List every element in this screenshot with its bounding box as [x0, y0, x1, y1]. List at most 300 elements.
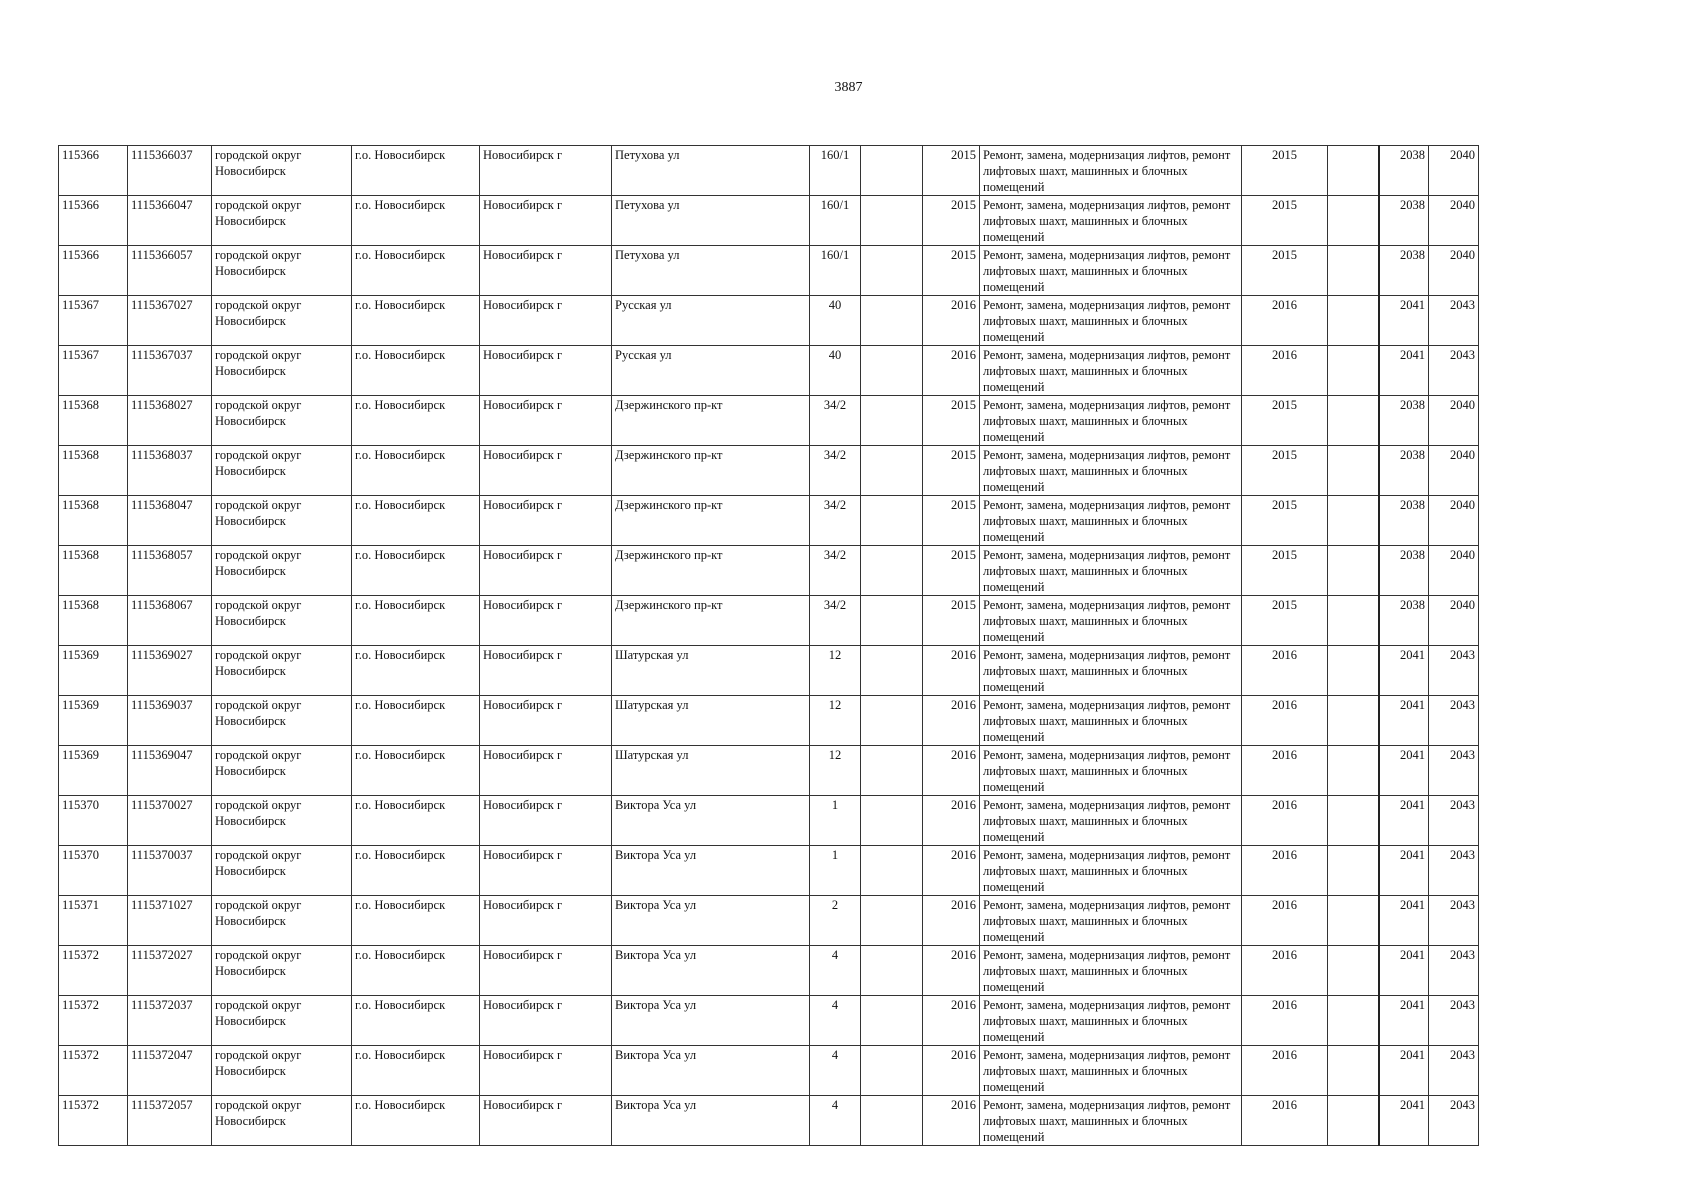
final-year-cell: 2043 — [1429, 1096, 1479, 1146]
planned-year-cell: 2015 — [1242, 596, 1328, 646]
row-id-cell: 115371 — [59, 896, 128, 946]
planned-year-cell: 2015 — [1242, 196, 1328, 246]
planned-year-cell: 2016 — [1242, 846, 1328, 896]
work-type-cell: Ремонт, замена, модернизация лифтов, ремонт лифтовых шахт, машинных и блочных помещений — [980, 146, 1242, 196]
page-number: 3887 — [834, 80, 863, 95]
row-id-cell: 115369 — [59, 646, 128, 696]
table-row — [59, 696, 1479, 746]
table-row — [59, 146, 1479, 196]
next-year-cell: 2041 — [1379, 346, 1429, 396]
planned-year-cell: 2016 — [1242, 696, 1328, 746]
next-year-cell: 2038 — [1379, 546, 1429, 596]
table-row — [59, 596, 1479, 646]
registry-table — [58, 145, 1479, 1146]
house-number-cell: 40 — [810, 346, 861, 396]
work-type-cell: Ремонт, замена, модернизация лифтов, ремонт лифтовых шахт, машинных и блочных помещений — [980, 746, 1242, 796]
empty-cell — [861, 346, 923, 396]
row-id-cell: 115367 — [59, 296, 128, 346]
work-type-cell: Ремонт, замена, модернизация лифтов, ремонт лифтовых шахт, машинных и блочных помещений — [980, 196, 1242, 246]
house-number-cell: 12 — [810, 646, 861, 696]
work-type-cell: Ремонт, замена, модернизация лифтов, ремонт лифтовых шахт, машинных и блочных помещений — [980, 1096, 1242, 1146]
planned-year-cell: 2016 — [1242, 646, 1328, 696]
row-id-cell: 115372 — [59, 1046, 128, 1096]
house-number-cell: 160/1 — [810, 196, 861, 246]
table-row — [59, 396, 1479, 446]
planned-year-cell: 2015 — [1242, 546, 1328, 596]
empty-cell — [1328, 446, 1379, 496]
house-number-cell: 4 — [810, 996, 861, 1046]
empty-cell — [861, 146, 923, 196]
municipality-cell: г.о. Новосибирск — [352, 796, 480, 846]
row-code-cell: 1115371027 — [128, 896, 212, 946]
locality-cell: Новосибирск г — [480, 196, 612, 246]
row-id-cell: 115366 — [59, 196, 128, 246]
district-cell: городской округ Новосибирск — [212, 646, 352, 696]
locality-cell: Новосибирск г — [480, 596, 612, 646]
house-number-cell: 160/1 — [810, 146, 861, 196]
district-cell: городской округ Новосибирск — [212, 196, 352, 246]
empty-cell — [1328, 846, 1379, 896]
work-type-cell: Ремонт, замена, модернизация лифтов, ремонт лифтовых шахт, машинных и блочных помещений — [980, 646, 1242, 696]
row-id-cell: 115366 — [59, 246, 128, 296]
empty-cell — [861, 646, 923, 696]
house-number-cell: 12 — [810, 746, 861, 796]
planned-year-cell: 2016 — [1242, 996, 1328, 1046]
planned-year-cell: 2015 — [1242, 246, 1328, 296]
empty-cell — [861, 946, 923, 996]
work-type-cell: Ремонт, замена, модернизация лифтов, ремонт лифтовых шахт, машинных и блочных помещений — [980, 296, 1242, 346]
street-cell: Виктора Уса ул — [612, 1046, 810, 1096]
next-year-cell: 2041 — [1379, 746, 1429, 796]
municipality-cell: г.о. Новосибирск — [352, 446, 480, 496]
table-row — [59, 1096, 1479, 1146]
empty-cell — [1328, 1046, 1379, 1096]
district-cell: городской округ Новосибирск — [212, 1046, 352, 1096]
empty-cell — [861, 296, 923, 346]
year-cell: 2015 — [923, 496, 980, 546]
year-cell: 2016 — [923, 846, 980, 896]
empty-cell — [1328, 396, 1379, 446]
next-year-cell: 2041 — [1379, 896, 1429, 946]
locality-cell: Новосибирск г — [480, 446, 612, 496]
street-cell: Петухова ул — [612, 246, 810, 296]
year-cell: 2016 — [923, 946, 980, 996]
house-number-cell: 34/2 — [810, 546, 861, 596]
empty-cell — [861, 246, 923, 296]
empty-cell — [1328, 196, 1379, 246]
street-cell: Русская ул — [612, 346, 810, 396]
final-year-cell: 2043 — [1429, 646, 1479, 696]
district-cell: городской округ Новосибирск — [212, 246, 352, 296]
row-id-cell: 115368 — [59, 546, 128, 596]
street-cell: Шатурская ул — [612, 646, 810, 696]
municipality-cell: г.о. Новосибирск — [352, 396, 480, 446]
final-year-cell: 2043 — [1429, 946, 1479, 996]
work-type-cell: Ремонт, замена, модернизация лифтов, ремонт лифтовых шахт, машинных и блочных помещений — [980, 896, 1242, 946]
house-number-cell: 4 — [810, 1096, 861, 1146]
planned-year-cell: 2016 — [1242, 1046, 1328, 1096]
table-row — [59, 946, 1479, 996]
locality-cell: Новосибирск г — [480, 546, 612, 596]
final-year-cell: 2040 — [1429, 196, 1479, 246]
locality-cell: Новосибирск г — [480, 246, 612, 296]
row-id-cell: 115368 — [59, 496, 128, 546]
empty-cell — [861, 746, 923, 796]
row-code-cell: 1115369047 — [128, 746, 212, 796]
table-row — [59, 496, 1479, 546]
planned-year-cell: 2016 — [1242, 1096, 1328, 1146]
municipality-cell: г.о. Новосибирск — [352, 946, 480, 996]
planned-year-cell: 2015 — [1242, 396, 1328, 446]
locality-cell: Новосибирск г — [480, 646, 612, 696]
final-year-cell: 2043 — [1429, 1046, 1479, 1096]
table-row — [59, 1046, 1479, 1096]
street-cell: Виктора Уса ул — [612, 1096, 810, 1146]
planned-year-cell: 2016 — [1242, 896, 1328, 946]
year-cell: 2016 — [923, 1096, 980, 1146]
empty-cell — [1328, 1096, 1379, 1146]
empty-cell — [861, 446, 923, 496]
work-type-cell: Ремонт, замена, модернизация лифтов, ремонт лифтовых шахт, машинных и блочных помещений — [980, 796, 1242, 846]
locality-cell: Новосибирск г — [480, 796, 612, 846]
year-cell: 2016 — [923, 346, 980, 396]
year-cell: 2016 — [923, 296, 980, 346]
row-id-cell: 115366 — [59, 146, 128, 196]
planned-year-cell: 2016 — [1242, 346, 1328, 396]
house-number-cell: 34/2 — [810, 596, 861, 646]
year-cell: 2015 — [923, 246, 980, 296]
year-cell: 2015 — [923, 146, 980, 196]
district-cell: городской округ Новосибирск — [212, 296, 352, 346]
district-cell: городской округ Новосибирск — [212, 496, 352, 546]
work-type-cell: Ремонт, замена, модернизация лифтов, ремонт лифтовых шахт, машинных и блочных помещений — [980, 846, 1242, 896]
district-cell: городской округ Новосибирск — [212, 346, 352, 396]
row-id-cell: 115368 — [59, 446, 128, 496]
row-id-cell: 115370 — [59, 796, 128, 846]
final-year-cell: 2043 — [1429, 796, 1479, 846]
table-row — [59, 246, 1479, 296]
municipality-cell: г.о. Новосибирск — [352, 696, 480, 746]
work-type-cell: Ремонт, замена, модернизация лифтов, ремонт лифтовых шахт, машинных и блочных помещений — [980, 996, 1242, 1046]
empty-cell — [861, 896, 923, 946]
row-code-cell: 1115370037 — [128, 846, 212, 896]
year-cell: 2015 — [923, 196, 980, 246]
final-year-cell: 2040 — [1429, 146, 1479, 196]
year-cell: 2016 — [923, 796, 980, 846]
street-cell: Виктора Уса ул — [612, 896, 810, 946]
district-cell: городской округ Новосибирск — [212, 846, 352, 896]
next-year-cell: 2038 — [1379, 396, 1429, 446]
street-cell: Виктора Уса ул — [612, 996, 810, 1046]
row-code-cell: 1115372027 — [128, 946, 212, 996]
final-year-cell: 2043 — [1429, 696, 1479, 746]
municipality-cell: г.о. Новосибирск — [352, 346, 480, 396]
locality-cell: Новосибирск г — [480, 1096, 612, 1146]
planned-year-cell: 2016 — [1242, 296, 1328, 346]
house-number-cell: 160/1 — [810, 246, 861, 296]
empty-cell — [1328, 896, 1379, 946]
district-cell: городской округ Новосибирск — [212, 996, 352, 1046]
locality-cell: Новосибирск г — [480, 746, 612, 796]
municipality-cell: г.о. Новосибирск — [352, 296, 480, 346]
planned-year-cell: 2015 — [1242, 496, 1328, 546]
empty-cell — [1328, 796, 1379, 846]
table-row — [59, 346, 1479, 396]
empty-cell — [1328, 296, 1379, 346]
empty-cell — [861, 396, 923, 446]
planned-year-cell: 2016 — [1242, 746, 1328, 796]
row-id-cell: 115372 — [59, 1096, 128, 1146]
empty-cell — [861, 1046, 923, 1096]
work-type-cell: Ремонт, замена, модернизация лифтов, ремонт лифтовых шахт, машинных и блочных помещений — [980, 396, 1242, 446]
empty-cell — [861, 596, 923, 646]
next-year-cell: 2038 — [1379, 146, 1429, 196]
house-number-cell: 34/2 — [810, 446, 861, 496]
district-cell: городской округ Новосибирск — [212, 796, 352, 846]
locality-cell: Новосибирск г — [480, 946, 612, 996]
work-type-cell: Ремонт, замена, модернизация лифтов, ремонт лифтовых шахт, машинных и блочных помещений — [980, 346, 1242, 396]
district-cell: городской округ Новосибирск — [212, 596, 352, 646]
street-cell: Петухова ул — [612, 146, 810, 196]
street-cell: Дзержинского пр-кт — [612, 446, 810, 496]
year-cell: 2016 — [923, 646, 980, 696]
row-id-cell: 115369 — [59, 696, 128, 746]
locality-cell: Новосибирск г — [480, 496, 612, 546]
table-row — [59, 296, 1479, 346]
year-cell: 2016 — [923, 996, 980, 1046]
work-type-cell: Ремонт, замена, модернизация лифтов, ремонт лифтовых шахт, машинных и блочных помещений — [980, 1046, 1242, 1096]
municipality-cell: г.о. Новосибирск — [352, 746, 480, 796]
year-cell: 2015 — [923, 546, 980, 596]
street-cell: Петухова ул — [612, 196, 810, 246]
table-row — [59, 546, 1479, 596]
row-id-cell: 115368 — [59, 396, 128, 446]
street-cell: Дзержинского пр-кт — [612, 546, 810, 596]
row-code-cell: 1115369037 — [128, 696, 212, 746]
municipality-cell: г.о. Новосибирск — [352, 646, 480, 696]
empty-cell — [1328, 646, 1379, 696]
table-row — [59, 646, 1479, 696]
empty-cell — [861, 196, 923, 246]
next-year-cell: 2041 — [1379, 796, 1429, 846]
next-year-cell: 2041 — [1379, 1096, 1429, 1146]
district-cell: городской округ Новосибирск — [212, 1096, 352, 1146]
year-cell: 2016 — [923, 746, 980, 796]
municipality-cell: г.о. Новосибирск — [352, 996, 480, 1046]
municipality-cell: г.о. Новосибирск — [352, 896, 480, 946]
house-number-cell: 2 — [810, 896, 861, 946]
empty-cell — [1328, 996, 1379, 1046]
final-year-cell: 2040 — [1429, 596, 1479, 646]
locality-cell: Новосибирск г — [480, 996, 612, 1046]
row-id-cell: 115369 — [59, 746, 128, 796]
municipality-cell: г.о. Новосибирск — [352, 846, 480, 896]
year-cell: 2016 — [923, 696, 980, 746]
table-row — [59, 796, 1479, 846]
row-id-cell: 115372 — [59, 946, 128, 996]
municipality-cell: г.о. Новосибирск — [352, 496, 480, 546]
work-type-cell: Ремонт, замена, модернизация лифтов, ремонт лифтовых шахт, машинных и блочных помещений — [980, 596, 1242, 646]
locality-cell: Новосибирск г — [480, 696, 612, 746]
municipality-cell: г.о. Новосибирск — [352, 1046, 480, 1096]
empty-cell — [1328, 246, 1379, 296]
row-id-cell: 115367 — [59, 346, 128, 396]
planned-year-cell: 2015 — [1242, 146, 1328, 196]
next-year-cell: 2038 — [1379, 496, 1429, 546]
final-year-cell: 2043 — [1429, 346, 1479, 396]
street-cell: Дзержинского пр-кт — [612, 496, 810, 546]
house-number-cell: 34/2 — [810, 496, 861, 546]
final-year-cell: 2043 — [1429, 296, 1479, 346]
year-cell: 2016 — [923, 896, 980, 946]
district-cell: городской округ Новосибирск — [212, 396, 352, 446]
empty-cell — [861, 796, 923, 846]
house-number-cell: 12 — [810, 696, 861, 746]
district-cell: городской округ Новосибирск — [212, 696, 352, 746]
locality-cell: Новосибирск г — [480, 396, 612, 446]
planned-year-cell: 2015 — [1242, 446, 1328, 496]
house-number-cell: 40 — [810, 296, 861, 346]
row-id-cell: 115372 — [59, 996, 128, 1046]
row-code-cell: 1115366037 — [128, 146, 212, 196]
row-code-cell: 1115368067 — [128, 596, 212, 646]
row-code-cell: 1115366047 — [128, 196, 212, 246]
year-cell: 2015 — [923, 596, 980, 646]
district-cell: городской округ Новосибирск — [212, 746, 352, 796]
house-number-cell: 1 — [810, 846, 861, 896]
row-code-cell: 1115372047 — [128, 1046, 212, 1096]
table-row — [59, 746, 1479, 796]
street-cell: Дзержинского пр-кт — [612, 596, 810, 646]
work-type-cell: Ремонт, замена, модернизация лифтов, ремонт лифтовых шахт, машинных и блочных помещений — [980, 496, 1242, 546]
municipality-cell: г.о. Новосибирск — [352, 1096, 480, 1146]
empty-cell — [1328, 496, 1379, 546]
district-cell: городской округ Новосибирск — [212, 446, 352, 496]
empty-cell — [861, 846, 923, 896]
empty-cell — [861, 546, 923, 596]
row-code-cell: 1115368047 — [128, 496, 212, 546]
street-cell: Дзержинского пр-кт — [612, 396, 810, 446]
next-year-cell: 2041 — [1379, 646, 1429, 696]
locality-cell: Новосибирск г — [480, 146, 612, 196]
final-year-cell: 2043 — [1429, 746, 1479, 796]
row-code-cell: 1115366057 — [128, 246, 212, 296]
final-year-cell: 2040 — [1429, 246, 1479, 296]
year-cell: 2016 — [923, 1046, 980, 1096]
table-row — [59, 446, 1479, 496]
empty-cell — [861, 996, 923, 1046]
next-year-cell: 2041 — [1379, 296, 1429, 346]
table-row — [59, 896, 1479, 946]
final-year-cell: 2040 — [1429, 446, 1479, 496]
street-cell: Шатурская ул — [612, 746, 810, 796]
municipality-cell: г.о. Новосибирск — [352, 546, 480, 596]
final-year-cell: 2040 — [1429, 546, 1479, 596]
house-number-cell: 34/2 — [810, 396, 861, 446]
empty-cell — [1328, 546, 1379, 596]
next-year-cell: 2038 — [1379, 196, 1429, 246]
final-year-cell: 2043 — [1429, 846, 1479, 896]
district-cell: городской округ Новосибирск — [212, 946, 352, 996]
table-row — [59, 196, 1479, 246]
year-cell: 2015 — [923, 396, 980, 446]
row-code-cell: 1115369027 — [128, 646, 212, 696]
empty-cell — [1328, 746, 1379, 796]
empty-cell — [861, 1096, 923, 1146]
locality-cell: Новосибирск г — [480, 1046, 612, 1096]
row-id-cell: 115370 — [59, 846, 128, 896]
row-code-cell: 1115368027 — [128, 396, 212, 446]
empty-cell — [861, 696, 923, 746]
next-year-cell: 2038 — [1379, 446, 1429, 496]
row-code-cell: 1115368057 — [128, 546, 212, 596]
final-year-cell: 2043 — [1429, 996, 1479, 1046]
next-year-cell: 2041 — [1379, 996, 1429, 1046]
next-year-cell: 2038 — [1379, 596, 1429, 646]
row-id-cell: 115368 — [59, 596, 128, 646]
next-year-cell: 2041 — [1379, 946, 1429, 996]
street-cell: Виктора Уса ул — [612, 796, 810, 846]
row-code-cell: 1115367027 — [128, 296, 212, 346]
empty-cell — [1328, 146, 1379, 196]
house-number-cell: 4 — [810, 946, 861, 996]
house-number-cell: 4 — [810, 1046, 861, 1096]
empty-cell — [1328, 596, 1379, 646]
row-code-cell: 1115372057 — [128, 1096, 212, 1146]
planned-year-cell: 2016 — [1242, 796, 1328, 846]
street-cell: Виктора Уса ул — [612, 946, 810, 996]
work-type-cell: Ремонт, замена, модернизация лифтов, ремонт лифтовых шахт, машинных и блочных помещений — [980, 696, 1242, 746]
row-code-cell: 1115367037 — [128, 346, 212, 396]
locality-cell: Новосибирск г — [480, 346, 612, 396]
municipality-cell: г.о. Новосибирск — [352, 146, 480, 196]
locality-cell: Новосибирск г — [480, 896, 612, 946]
locality-cell: Новосибирск г — [480, 296, 612, 346]
table-row — [59, 846, 1479, 896]
empty-cell — [861, 496, 923, 546]
final-year-cell: 2040 — [1429, 396, 1479, 446]
district-cell: городской округ Новосибирск — [212, 546, 352, 596]
next-year-cell: 2041 — [1379, 1046, 1429, 1096]
empty-cell — [1328, 946, 1379, 996]
work-type-cell: Ремонт, замена, модернизация лифтов, ремонт лифтовых шахт, машинных и блочных помещений — [980, 246, 1242, 296]
planned-year-cell: 2016 — [1242, 946, 1328, 996]
empty-cell — [1328, 696, 1379, 746]
next-year-cell: 2041 — [1379, 846, 1429, 896]
house-number-cell: 1 — [810, 796, 861, 846]
municipality-cell: г.о. Новосибирск — [352, 196, 480, 246]
final-year-cell: 2040 — [1429, 496, 1479, 546]
municipality-cell: г.о. Новосибирск — [352, 246, 480, 296]
year-cell: 2015 — [923, 446, 980, 496]
locality-cell: Новосибирск г — [480, 846, 612, 896]
table-row — [59, 996, 1479, 1046]
work-type-cell: Ремонт, замена, модернизация лифтов, ремонт лифтовых шахт, машинных и блочных помещений — [980, 946, 1242, 996]
street-cell: Виктора Уса ул — [612, 846, 810, 896]
final-year-cell: 2043 — [1429, 896, 1479, 946]
street-cell: Русская ул — [612, 296, 810, 346]
street-cell: Шатурская ул — [612, 696, 810, 746]
municipality-cell: г.о. Новосибирск — [352, 596, 480, 646]
district-cell: городской округ Новосибирск — [212, 146, 352, 196]
row-code-cell: 1115372037 — [128, 996, 212, 1046]
work-type-cell: Ремонт, замена, модернизация лифтов, ремонт лифтовых шахт, машинных и блочных помещений — [980, 546, 1242, 596]
row-code-cell: 1115370027 — [128, 796, 212, 846]
next-year-cell: 2041 — [1379, 696, 1429, 746]
district-cell: городской округ Новосибирск — [212, 896, 352, 946]
row-code-cell: 1115368037 — [128, 446, 212, 496]
empty-cell — [1328, 346, 1379, 396]
